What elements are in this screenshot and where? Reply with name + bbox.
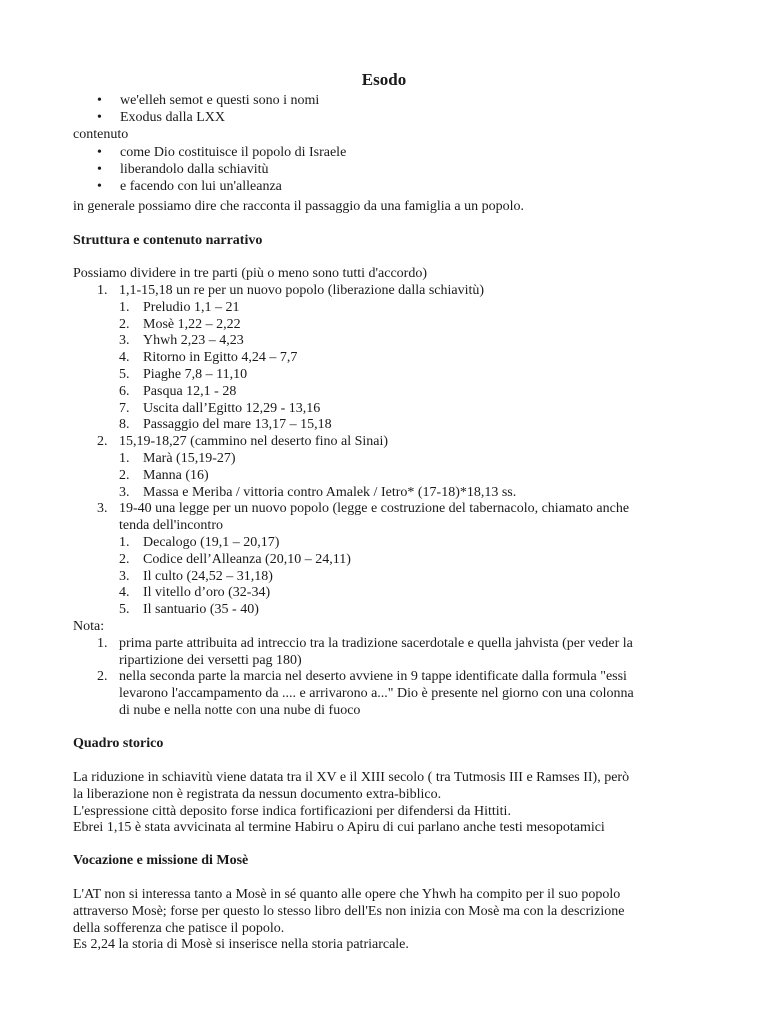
- note-item: 2. nella seconda parte la marcia nel deserto avviene in 9 tappe identificate dalla formula "essi: [97, 669, 627, 685]
- sublist-item: 2. Mosè 1,22 – 2,22: [119, 316, 241, 332]
- list-item: • we'elleh semot e questi sono i nomi: [97, 93, 320, 108]
- note-continuation: levarono l'accampamento da .... e arrivarono a..." Dio è presente nel giorno con una colonna: [119, 686, 634, 702]
- bullet-icon: •: [97, 161, 102, 177]
- sublist-item: 6. Pasqua 12,1 - 28: [119, 383, 237, 399]
- bullet-icon: •: [97, 109, 102, 125]
- bullet-icon: •: [97, 93, 102, 108]
- list-item: 3. 19-40 una legge per un nuovo popolo (legge e costruzione del tabernacolo, chiamato anche: [97, 501, 630, 517]
- sublist-item: 8. Passaggio del mare 13,17 – 15,18: [119, 417, 332, 433]
- sublist-item: 3. Yhwh 2,23 – 4,23: [119, 333, 244, 349]
- list-item: 1. 1,1-15,18 un re per un nuovo popolo (liberazione dalla schiavitù): [97, 283, 485, 298]
- structure-list: [73, 283, 703, 720]
- note-continuation: ripartizione dei versetti pag 180): [119, 652, 302, 668]
- paragraph-line: della sofferenza che patisce il popolo.: [73, 920, 285, 936]
- section3-body: [73, 887, 703, 954]
- section-heading-vocazione: Vocazione e missione di Mosè: [73, 853, 249, 868]
- contenuto-label: contenuto: [73, 127, 129, 142]
- paragraph-line: Es 2,24 la storia di Mosè si inserisce nella storia patriarcale.: [73, 937, 409, 953]
- sublist-item: 1. Decalogo (19,1 – 20,17): [119, 534, 280, 550]
- sublist-item: 2. Manna (16): [119, 467, 209, 483]
- sublist-item: 4. Ritorno in Egitto 4,24 – 7,7: [119, 350, 298, 366]
- note-item: 1. prima parte attribuita ad intreccio tra la tradizione sacerdotale e quella jahvista (per veder la: [97, 635, 633, 651]
- list-item: 2. 15,19-18,27 (cammino nel deserto fino al Sinai): [97, 434, 389, 450]
- paragraph-line: L'espressione città deposito forse indica fortificazioni per difendersi da Hittiti.: [73, 803, 511, 819]
- list-item: • liberandolo dalla schiavitù: [97, 161, 269, 177]
- document-title: Esodo: [361, 70, 407, 89]
- paragraph-line: attraverso Mosè; forse per questo lo stesso libro dell'Es non inizia con Mosè ma con la descrizione: [73, 903, 625, 919]
- paragraph-line: Ebrei 1,15 è stata avvicinata al termine Habiru o Apiru di cui parlano anche testi mesopotamici: [73, 820, 605, 836]
- list-item-continuation: tenda dell'incontro: [119, 518, 223, 534]
- sublist-item: 5. Piaghe 7,8 – 11,10: [119, 366, 248, 382]
- section2-body: [73, 770, 703, 837]
- sublist-item: 5. Il santuario (35 - 40): [119, 602, 259, 618]
- sublist-item: 7. Uscita dall’Egitto 12,29 - 13,16: [119, 400, 321, 416]
- intro-bullet-list: [73, 93, 703, 127]
- section-heading-struttura: Struttura e contenuto narrativo: [73, 233, 263, 248]
- general-summary-line: in generale possiamo dire che racconta il passaggio da una famiglia a un popolo.: [73, 199, 524, 214]
- sublist-item: 2. Codice dell’Alleanza (20,10 – 24,11): [119, 551, 351, 567]
- section1-intro: Possiamo dividere in tre parti (più o meno sono tutti d'accordo): [73, 266, 428, 281]
- note-continuation: di nube e nella notte con una nube di fuoco: [119, 702, 361, 718]
- sublist-item: 1. Preludio 1,1 – 21: [119, 299, 240, 315]
- list-item: • Exodus dalla LXX: [97, 109, 225, 125]
- sublist-item: 4. Il vitello d’oro (32-34): [119, 585, 271, 601]
- list-item: • come Dio costituisce il popolo di Israele: [97, 145, 347, 160]
- bullet-icon: •: [97, 145, 102, 160]
- sublist-item: 1. Marà (15,19-27): [119, 450, 236, 466]
- nota-label: Nota:: [73, 618, 105, 634]
- paragraph-line: L'AT non si interessa tanto a Mosè in sé quanto alle opere che Yhwh ha compito per il suo popolo: [73, 887, 621, 902]
- contenuto-bullet-list: [73, 145, 703, 195]
- paragraph-line: la liberazione non è registrata da nessun documento extra-biblico.: [73, 786, 442, 802]
- list-item: • e facendo con lui un'alleanza: [97, 178, 282, 194]
- bullet-icon: •: [97, 178, 102, 194]
- paragraph-line: La riduzione in schiavitù viene datata tra il XV e il XIII secolo ( tra Tutmosis III e Ramses II), però: [73, 770, 630, 785]
- section-heading-quadro-storico: Quadro storico: [73, 736, 164, 751]
- sublist-item: 3. Massa e Meriba / vittoria contro Amalek / Ietro* (17-18)*18,13 ss.: [119, 484, 517, 500]
- sublist-item: 3. Il culto (24,52 – 31,18): [119, 568, 273, 584]
